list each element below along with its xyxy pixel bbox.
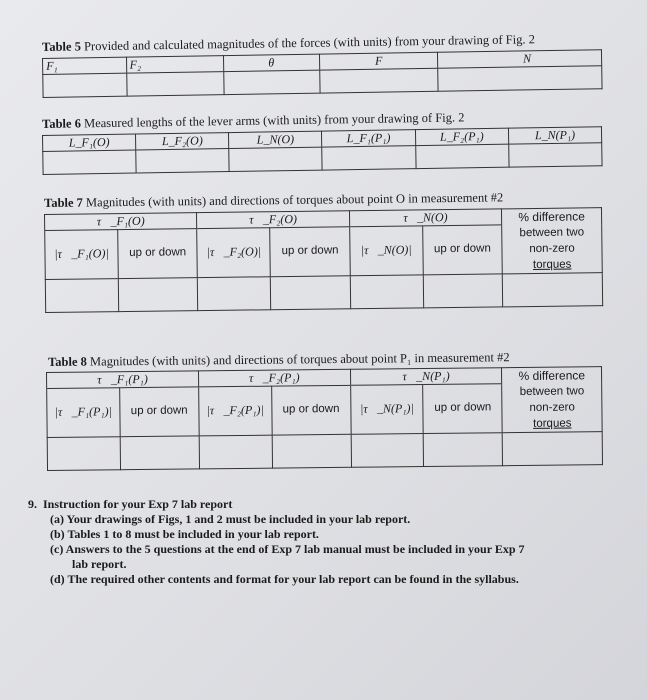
table8-direction: up or down (271, 385, 350, 434)
table7-group-header: τ⃗_F₁(O) (45, 213, 198, 231)
table7-caption-label: Table 7 (44, 195, 83, 210)
table7-magnitude: |τ⃗_N(O)| (349, 226, 423, 275)
table7-group-header: τ⃗_N(O) (349, 209, 502, 227)
table8-cell[interactable] (272, 434, 351, 468)
instruction-item-continued: lab report. (72, 557, 127, 571)
table6-header: L_F₂(O) (136, 133, 229, 150)
instructions-number: 9. (28, 497, 37, 511)
table5-cell[interactable] (43, 73, 127, 97)
table6-cell[interactable] (43, 150, 137, 174)
table7-cell[interactable] (198, 276, 271, 310)
table8-group-header: τ⃗_F₁(P₁) (47, 371, 199, 389)
table5-header: F₂ (126, 56, 223, 74)
table7-direction: up or down (270, 227, 350, 276)
table7-cell[interactable] (118, 277, 198, 311)
table5-header: F (319, 52, 438, 70)
table5-cell[interactable] (320, 68, 439, 93)
instruction-item: (a) Your drawings of Figs, 1 and 2 must be included in your lab report. (50, 512, 411, 526)
table7-group-header: τ⃗_F₂(O) (197, 211, 350, 229)
table5-caption-label: Table 5 (42, 39, 82, 54)
table5-header: N (438, 50, 602, 69)
table5-cell[interactable] (126, 72, 223, 97)
table7-pct-body (502, 224, 603, 274)
table5-header: F₁ (43, 57, 127, 74)
table7-caption-text: Magnitudes (with units) and directions of torques about point O in measurement #2 (82, 190, 504, 210)
table8-cell[interactable] (351, 433, 424, 467)
table6-caption-label: Table 6 (42, 116, 82, 131)
instruction-item: (d) The required other contents and format for your lab report can be found in the syllabus. (50, 572, 519, 586)
table8-pct-body (502, 383, 602, 433)
table6-cell[interactable] (322, 146, 416, 170)
table8-magnitude: |τ⃗_F₁(P₁)| (47, 388, 120, 437)
instructions-heading (28, 497, 628, 512)
table8-caption-text: Magnitudes (with units) and directions of torques about point P₁ in measurement #2 (86, 350, 510, 369)
table6-cell[interactable] (509, 143, 602, 167)
table7-cell[interactable] (271, 275, 351, 309)
table8-cell[interactable] (199, 435, 272, 469)
table7-pct-line2: torques (532, 258, 572, 271)
table7-caption (44, 190, 503, 211)
table7-cell[interactable] (350, 274, 423, 308)
table8-caption-label: Table 8 (48, 354, 87, 369)
table6-header: L_N(O) (229, 131, 322, 148)
table7-pct-sub: between two (519, 225, 585, 239)
instructions-title: Instruction for your Exp 7 lab report (43, 497, 233, 511)
table8-direction: up or down (119, 387, 198, 436)
table7-cell[interactable] (502, 272, 602, 306)
table8-pct-sub: between two (519, 384, 585, 398)
table8-cell[interactable] (503, 431, 603, 465)
table5-cell[interactable] (223, 70, 320, 95)
table5-cell[interactable] (438, 66, 602, 92)
table5-header: θ (223, 54, 319, 72)
table7-pct-header: % difference (502, 208, 602, 225)
table8-group-header: τ⃗_F₂(P₁) (198, 369, 350, 387)
table7-cell[interactable] (423, 273, 503, 307)
table7 (44, 207, 603, 312)
table6-cell[interactable] (229, 147, 322, 171)
table6-header: L_F₁(P₁) (322, 130, 416, 147)
table8-group-header: τ⃗_N(P₁) (350, 368, 502, 386)
table7-cell[interactable] (45, 278, 118, 312)
table6-cell[interactable] (415, 144, 509, 168)
table8-pct-line1: non-zero (529, 400, 575, 414)
table8-pct-line2: torques (533, 417, 572, 430)
table8-cell[interactable] (424, 432, 503, 466)
instruction-item: (b) Tables 1 to 8 must be included in your lab report. (50, 527, 319, 541)
table6-header: L_N(P₁) (508, 127, 601, 144)
table6-header: L_F₂(P₁) (415, 128, 509, 145)
table7-pct-line1: non-zero (529, 242, 575, 255)
table5 (42, 49, 603, 98)
table7-direction: up or down (118, 229, 198, 278)
table6 (42, 126, 603, 175)
instructions-section (28, 497, 628, 587)
table6-header: L_F₁(O) (43, 134, 136, 151)
table7-direction: up or down (422, 225, 502, 274)
table8-cell[interactable] (47, 436, 120, 470)
table8-pct-header: % difference (502, 367, 602, 384)
table8-magnitude: |τ⃗_N(P₁)| (350, 385, 423, 434)
table8-direction: up or down (423, 384, 502, 433)
table5-caption-text: Provided and calculated magnitudes of the forces (with units) from your drawing of Fig. 2 (80, 32, 536, 54)
table6-cell[interactable] (136, 149, 230, 173)
table8-cell[interactable] (120, 435, 199, 469)
table8-magnitude: |τ⃗_F₂(P₁)| (198, 386, 271, 435)
table6-caption-text: Measured lengths of the lever arms (with units) from your drawing of Fig. 2 (80, 110, 465, 131)
table7-magnitude: |τ⃗_F₂(O)| (197, 228, 271, 277)
table8 (46, 366, 603, 470)
table7-magnitude: |τ⃗_F₁(O)| (45, 230, 119, 279)
instruction-item: (c) Answers to the 5 questions at the end of Exp 7 lab manual must be included in your Exp 7 (50, 542, 525, 556)
